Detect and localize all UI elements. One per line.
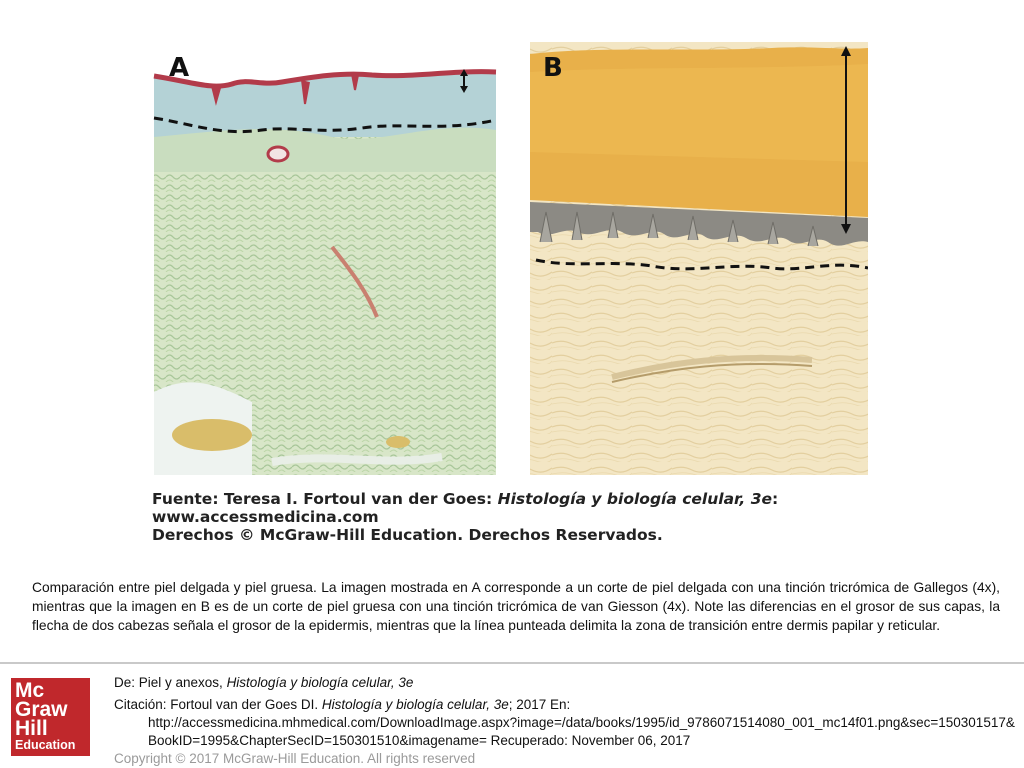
source-chapter-line [114, 674, 1019, 692]
source-rights: Derechos © McGraw-Hill Education. Derechos Reservados. [152, 526, 663, 544]
panel-a-label: A [169, 53, 190, 83]
logo-text-hill: Hill [15, 717, 48, 740]
source-line-1 [152, 490, 868, 508]
chapter-label: De: Piel y anexos, [114, 675, 227, 690]
footer-divider [0, 662, 1024, 664]
logo-text-graw: Graw [15, 698, 68, 721]
histology-figure [152, 42, 868, 548]
panel-a-image [154, 42, 496, 475]
source-punctuation: : [772, 490, 779, 508]
chapter-book-title: Histología y biología celular, 3e [226, 675, 414, 690]
citation-line [114, 696, 1019, 714]
figure-caption: Comparación entre piel delgada y piel gruesa. La imagen mostrada en A corresponde a un corte de piel delgada con una tinción tricrómica de Gallegos (4x), mientras que la imagen en B es de un corte de piel gruesa con una tinción tricrómica de van Giesson (4x). Note las diferencias en el grosor de sus capas, la flecha de dos cabezas señala el grosor de la epidermis, mientras que la línea punteada delimita la zona de transición entre dermis papilar y reticular. [32, 580, 1000, 633]
panel-b-image [530, 42, 868, 475]
citation-book-title: Histología y biología celular, 3e [321, 697, 509, 712]
logo-text-education: Education [15, 738, 76, 752]
micrograph-panels [152, 42, 868, 490]
source-book-title: Histología y biología celular, 3e [497, 490, 772, 508]
citation-footer [114, 674, 1019, 768]
citation-author: Citación: Fortoul van der Goes DI. [114, 697, 322, 712]
source-author: Fuente: Teresa I. Fortoul van der Goes: [152, 490, 498, 508]
mcgraw-hill-education-logo [11, 678, 90, 756]
logo-text-mc: Mc [15, 679, 45, 702]
figure-source-credit [152, 490, 868, 544]
panel-b-label: B [543, 53, 563, 83]
source-url: www.accessmedicina.com [152, 508, 379, 526]
citation-year: ; 2017 En: [508, 697, 571, 712]
copyright-notice: Copyright © 2017 McGraw-Hill Education. All rights reserved [114, 751, 476, 766]
citation-url[interactable]: http://accessmedicina.mhmedical.com/DownloadImage.aspx?image=/data/books/1995/id_9786071514080_001_mc14f01.png&sec=150301517&BookID=1995&ChapterSecID=150301510&imagename= Recuperado: November 06, 2017 [148, 715, 1015, 748]
